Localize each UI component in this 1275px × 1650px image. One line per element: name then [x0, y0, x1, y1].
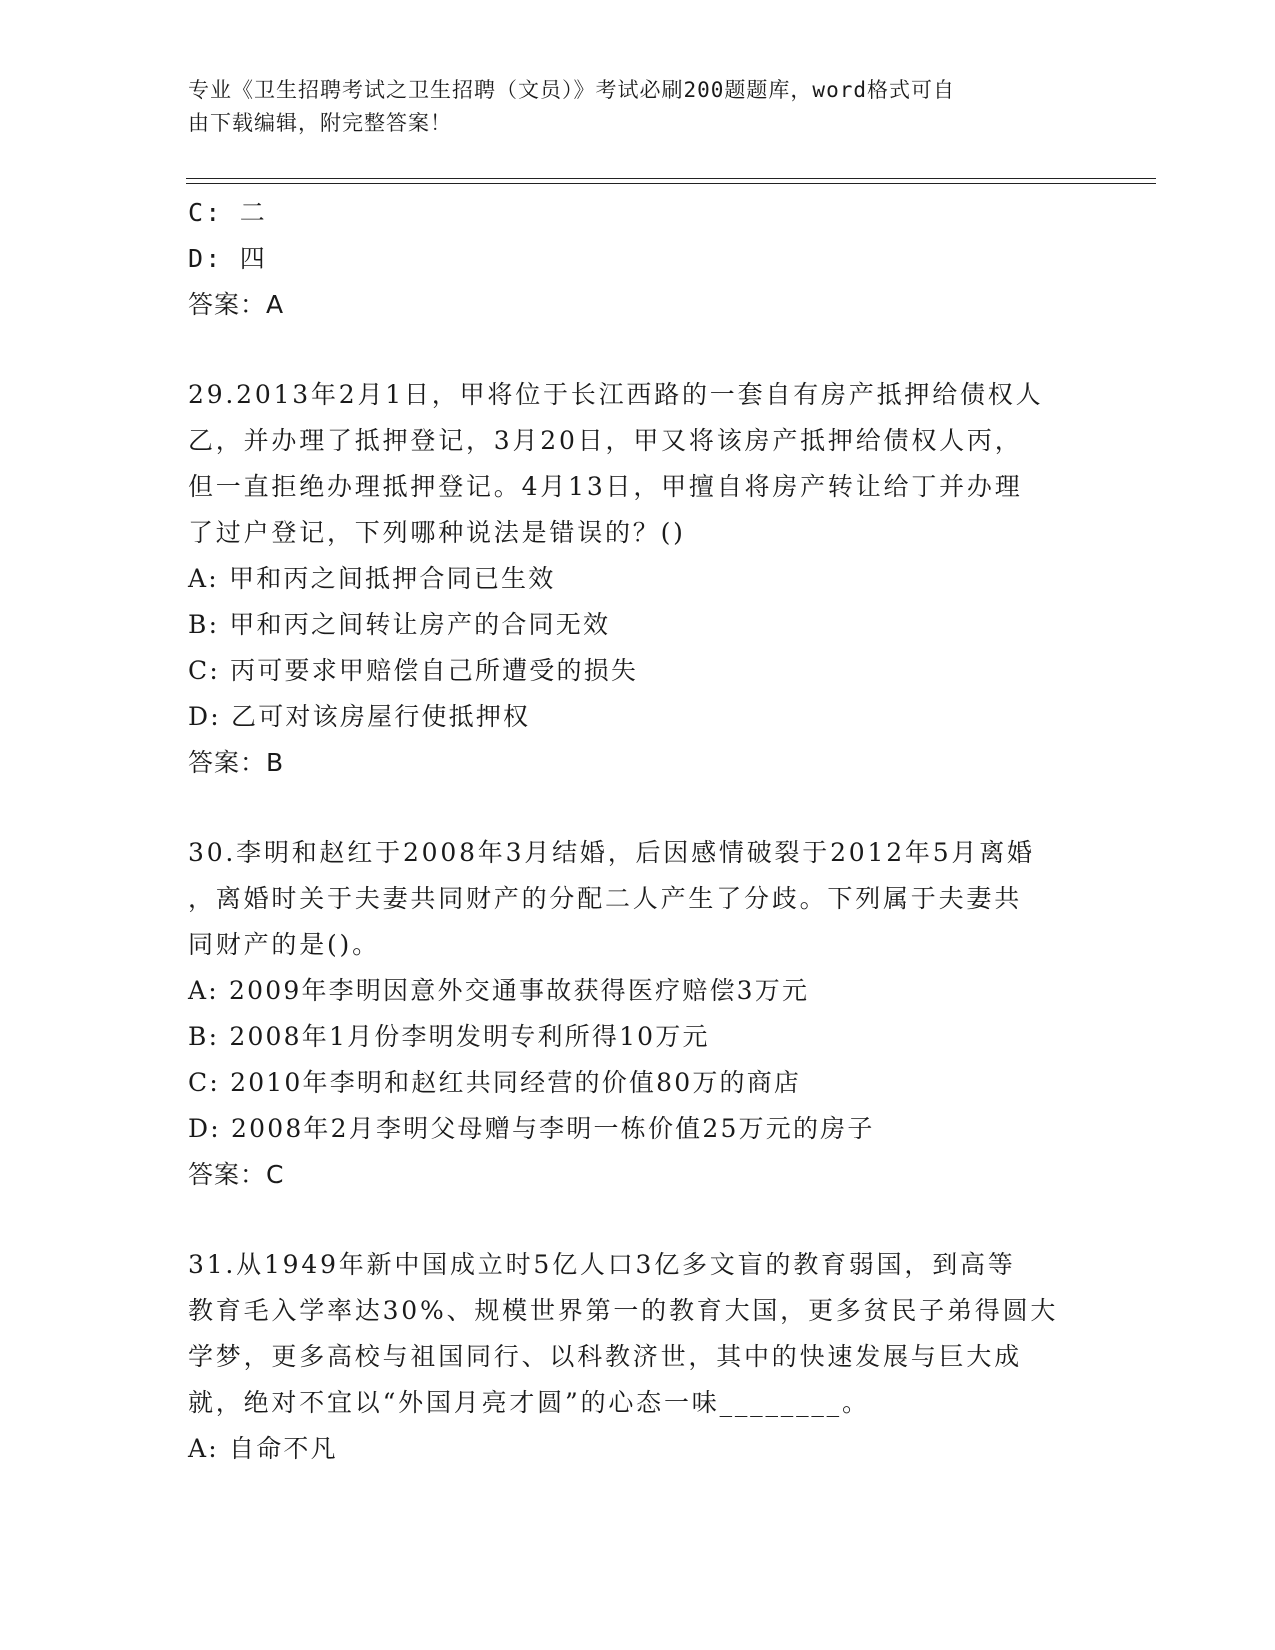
option-c: C: 2010年李明和赵红共同经营的价值80万的商店	[188, 1068, 802, 1097]
stem-line: 但一直拒绝办理抵押登记。4月13日，甲擅自将房产转让给丁并办理	[188, 472, 1023, 501]
stem-line: 了过户登记，下列哪种说法是错误的？()	[188, 518, 686, 547]
option-c: C: 丙可要求甲赔偿自己所遭受的损失	[188, 656, 639, 685]
stem-line: 就，绝对不宜以“外国月亮才圆”的心态一味________。	[188, 1388, 870, 1417]
header-line-2: 由下载编辑，附完整答案！	[188, 111, 452, 135]
stem-line: 30.李明和赵红于2008年3月结婚，后因感情破裂于2012年5月离婚	[188, 838, 1035, 867]
option-c: C: 二	[188, 198, 267, 227]
spacer	[188, 328, 1088, 372]
document-body	[188, 190, 1088, 1472]
question-31	[188, 1242, 1088, 1472]
document-header	[188, 74, 1068, 140]
option-a: A: 自命不凡	[188, 1434, 338, 1463]
option-a: A: 甲和丙之间抵押合同已生效	[188, 564, 556, 593]
stem-line: 29.2013年2月1日，甲将位于长江西路的一套自有房产抵押给债权人	[188, 380, 1044, 409]
spacer	[188, 1198, 1088, 1242]
spacer	[188, 786, 1088, 830]
answer-line: 答案：B	[188, 748, 285, 777]
stem-line: 学梦，更多高校与祖国同行、以科教济世，其中的快速发展与巨大成	[188, 1342, 1023, 1371]
question-stem	[188, 372, 1088, 556]
option-a: A: 2009年李明因意外交通事故获得医疗赔偿3万元	[188, 976, 810, 1005]
stem-line: 31.从1949年新中国成立时5亿人口3亿多文盲的教育弱国，到高等	[188, 1250, 1016, 1279]
stem-line: 乙，并办理了抵押登记，3月20日，甲又将该房产抵押给债权人丙，	[188, 426, 1023, 455]
option-d: D: 四	[188, 244, 267, 273]
question-stem	[188, 1242, 1088, 1426]
answer-line: 答案：C	[188, 1160, 285, 1189]
option-b: B: 甲和丙之间转让房产的合同无效	[188, 610, 611, 639]
stem-line: 同财产的是()。	[188, 930, 380, 959]
question-30	[188, 830, 1088, 1198]
answer-line: 答案：A	[188, 290, 285, 319]
option-d: D: 乙可对该房屋行使抵押权	[188, 702, 531, 731]
header-rule-bottom	[186, 183, 1156, 184]
question-stem	[188, 830, 1088, 968]
stem-line: ，离婚时关于夫妻共同财产的分配二人产生了分歧。下列属于夫妻共	[188, 884, 1023, 913]
header-line-1: 专业《卫生招聘考试之卫生招聘（文员）》考试必刷200题题库，word格式可自	[188, 78, 955, 102]
option-b: B: 2008年1月份李明发明专利所得10万元	[188, 1022, 710, 1051]
header-rule-top	[186, 178, 1156, 179]
question-29	[188, 372, 1088, 786]
option-d: D: 2008年2月李明父母赠与李明一栋价值25万元的房子	[188, 1114, 875, 1143]
previous-question	[188, 190, 1088, 328]
stem-line: 教育毛入学率达30%、规模世界第一的教育大国，更多贫民子弟得圆大	[188, 1296, 1059, 1325]
